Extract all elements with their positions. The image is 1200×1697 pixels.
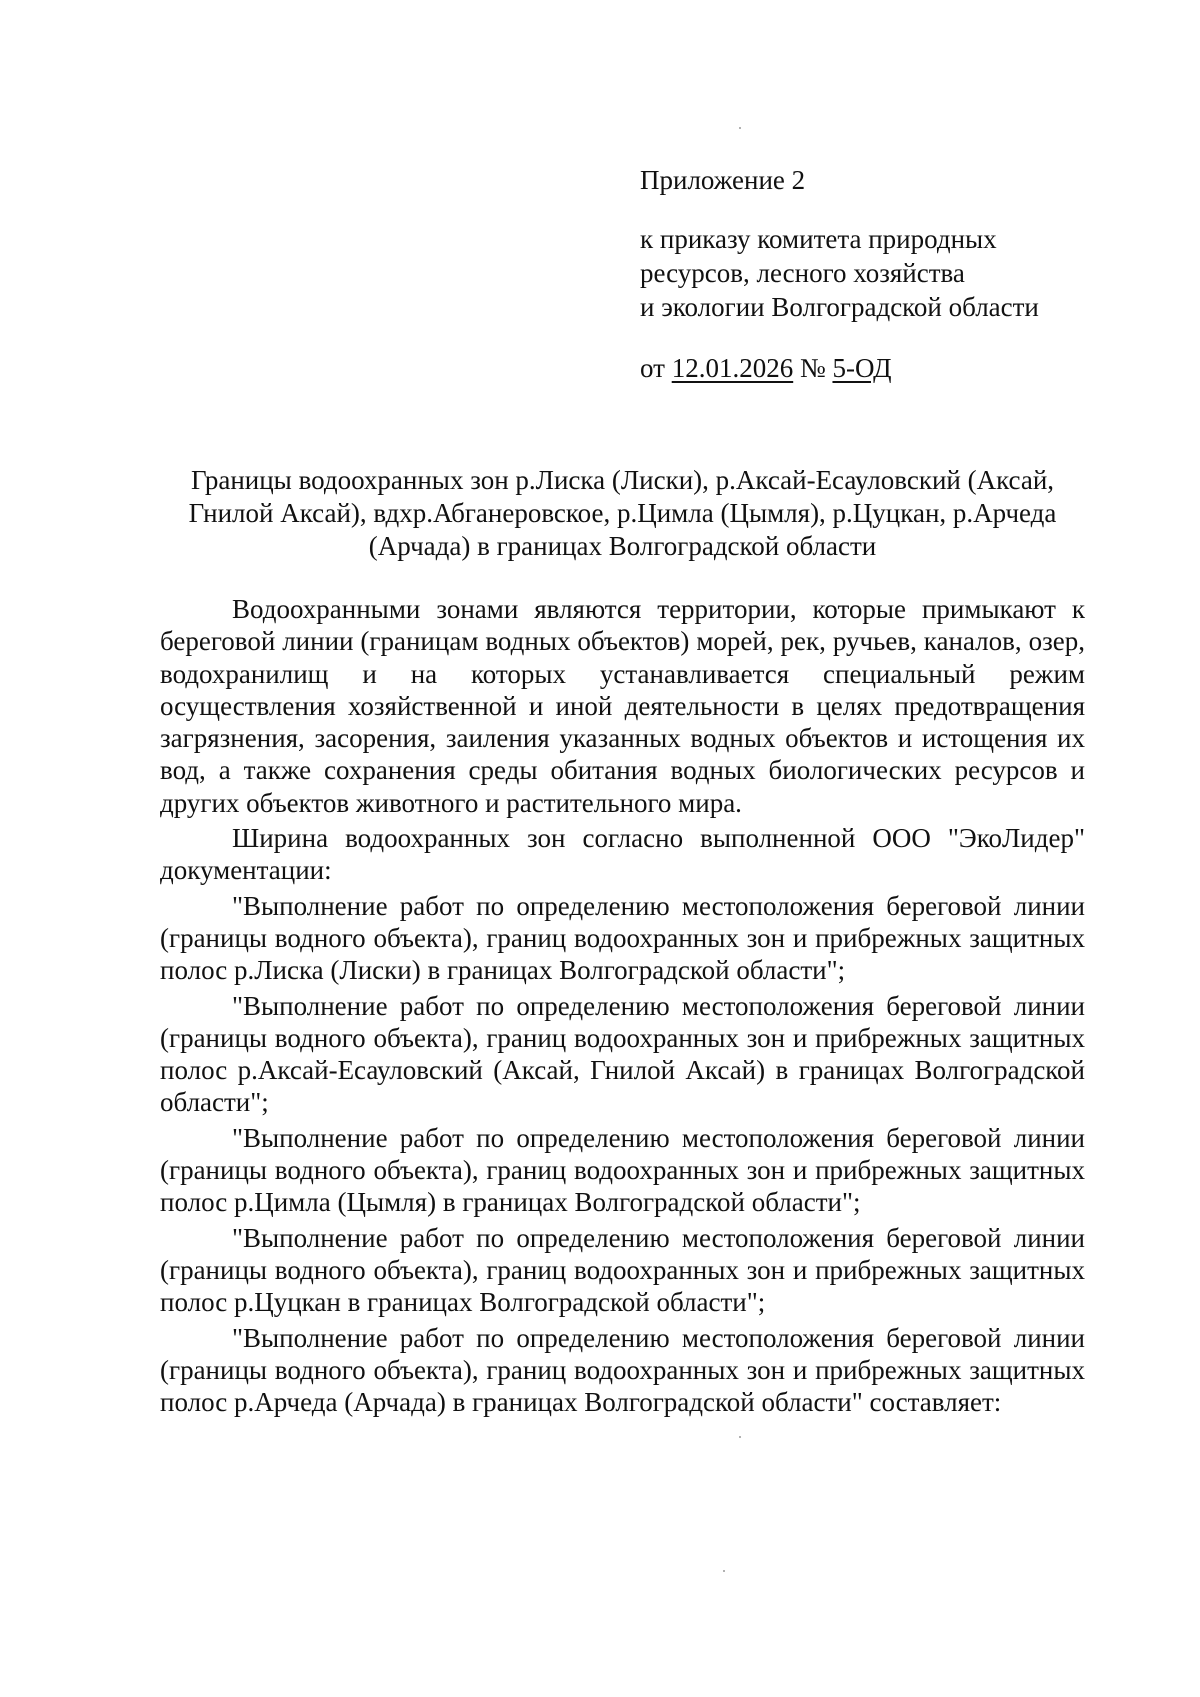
scan-speck	[739, 127, 741, 129]
scan-speck	[739, 1436, 741, 1438]
order-number-sign: №	[799, 353, 826, 383]
order-prefix: от	[640, 353, 665, 383]
paragraph-work-archeda: "Выполнение работ по определению местоположения береговой линии (границы водного объекта), границ водоохранных зон и прибрежных защитных полос р.Арчеда (Арчада) в границах Волгоградской области" составляет:	[160, 1322, 1085, 1418]
paragraph-work-tsutskan: "Выполнение работ по определению местоположения береговой линии (границы водного объекта), границ водоохранных зон и прибрежных защитных полос р.Цуцкан в границах Волгоградской области";	[160, 1222, 1085, 1318]
annex-label: Приложение 2	[640, 165, 806, 195]
document-title	[160, 464, 1085, 563]
document-body	[160, 593, 1085, 1418]
paragraph-definition: Водоохранными зонами являются территории, которые примыкают к береговой линии (границам водных объектов) морей, рек, ручьев, каналов, озер, водохранилищ и на которых устанавливается специальный режим осуществления хозяйственной и иной деятельности в целях предотвращения загрязнения, засорения, заиления указанных водных объектов и истощения их вод, а также сохранения среды обитания водных биологических ресурсов и других объектов животного и растительного мира.	[160, 594, 1085, 818]
paragraph-width-intro: Ширина водоохранных зон согласно выполненной ООО "ЭкоЛидер" документации:	[160, 823, 1085, 886]
order-reference-line: к приказу комитета природных	[640, 224, 997, 254]
title-line: (Арчада) в границах Волгоградской области	[368, 531, 877, 561]
order-date: 12.01.2026	[671, 353, 794, 383]
title-line: Границы водоохранных зон р.Лиска (Лиски), р.Аксай-Есауловский (Аксай,	[190, 465, 1055, 495]
order-number: 5-ОД	[832, 353, 892, 383]
document-header	[640, 163, 1060, 385]
title-line: Гнилой Аксай), вдхр.Абганеровское, р.Цимла (Цымля), р.Цуцкан, р.Арчеда	[188, 498, 1057, 528]
paragraph-work-tsimla: "Выполнение работ по определению местоположения береговой линии (границы водного объекта), границ водоохранных зон и прибрежных защитных полос р.Цимла (Цымля) в границах Волгоградской области";	[160, 1122, 1085, 1218]
order-date-number	[640, 351, 1060, 385]
paragraph-work-aksai: "Выполнение работ по определению местоположения береговой линии (границы водного объекта), границ водоохранных зон и прибрежных защитных полос р.Аксай-Есауловский (Аксай, Гнилой Аксай) в границах Волгоградской области";	[160, 990, 1085, 1118]
order-reference-line: и экологии Волгоградской области	[640, 292, 1039, 322]
order-reference-line: ресурсов, лесного хозяйства	[640, 258, 965, 288]
scan-speck	[723, 1570, 725, 1572]
paragraph-work-liska: "Выполнение работ по определению местоположения береговой линии (границы водного объекта), границ водоохранных зон и прибрежных защитных полос р.Лиска (Лиски) в границах Волгоградской области";	[160, 890, 1085, 986]
order-reference-text	[640, 222, 1060, 324]
